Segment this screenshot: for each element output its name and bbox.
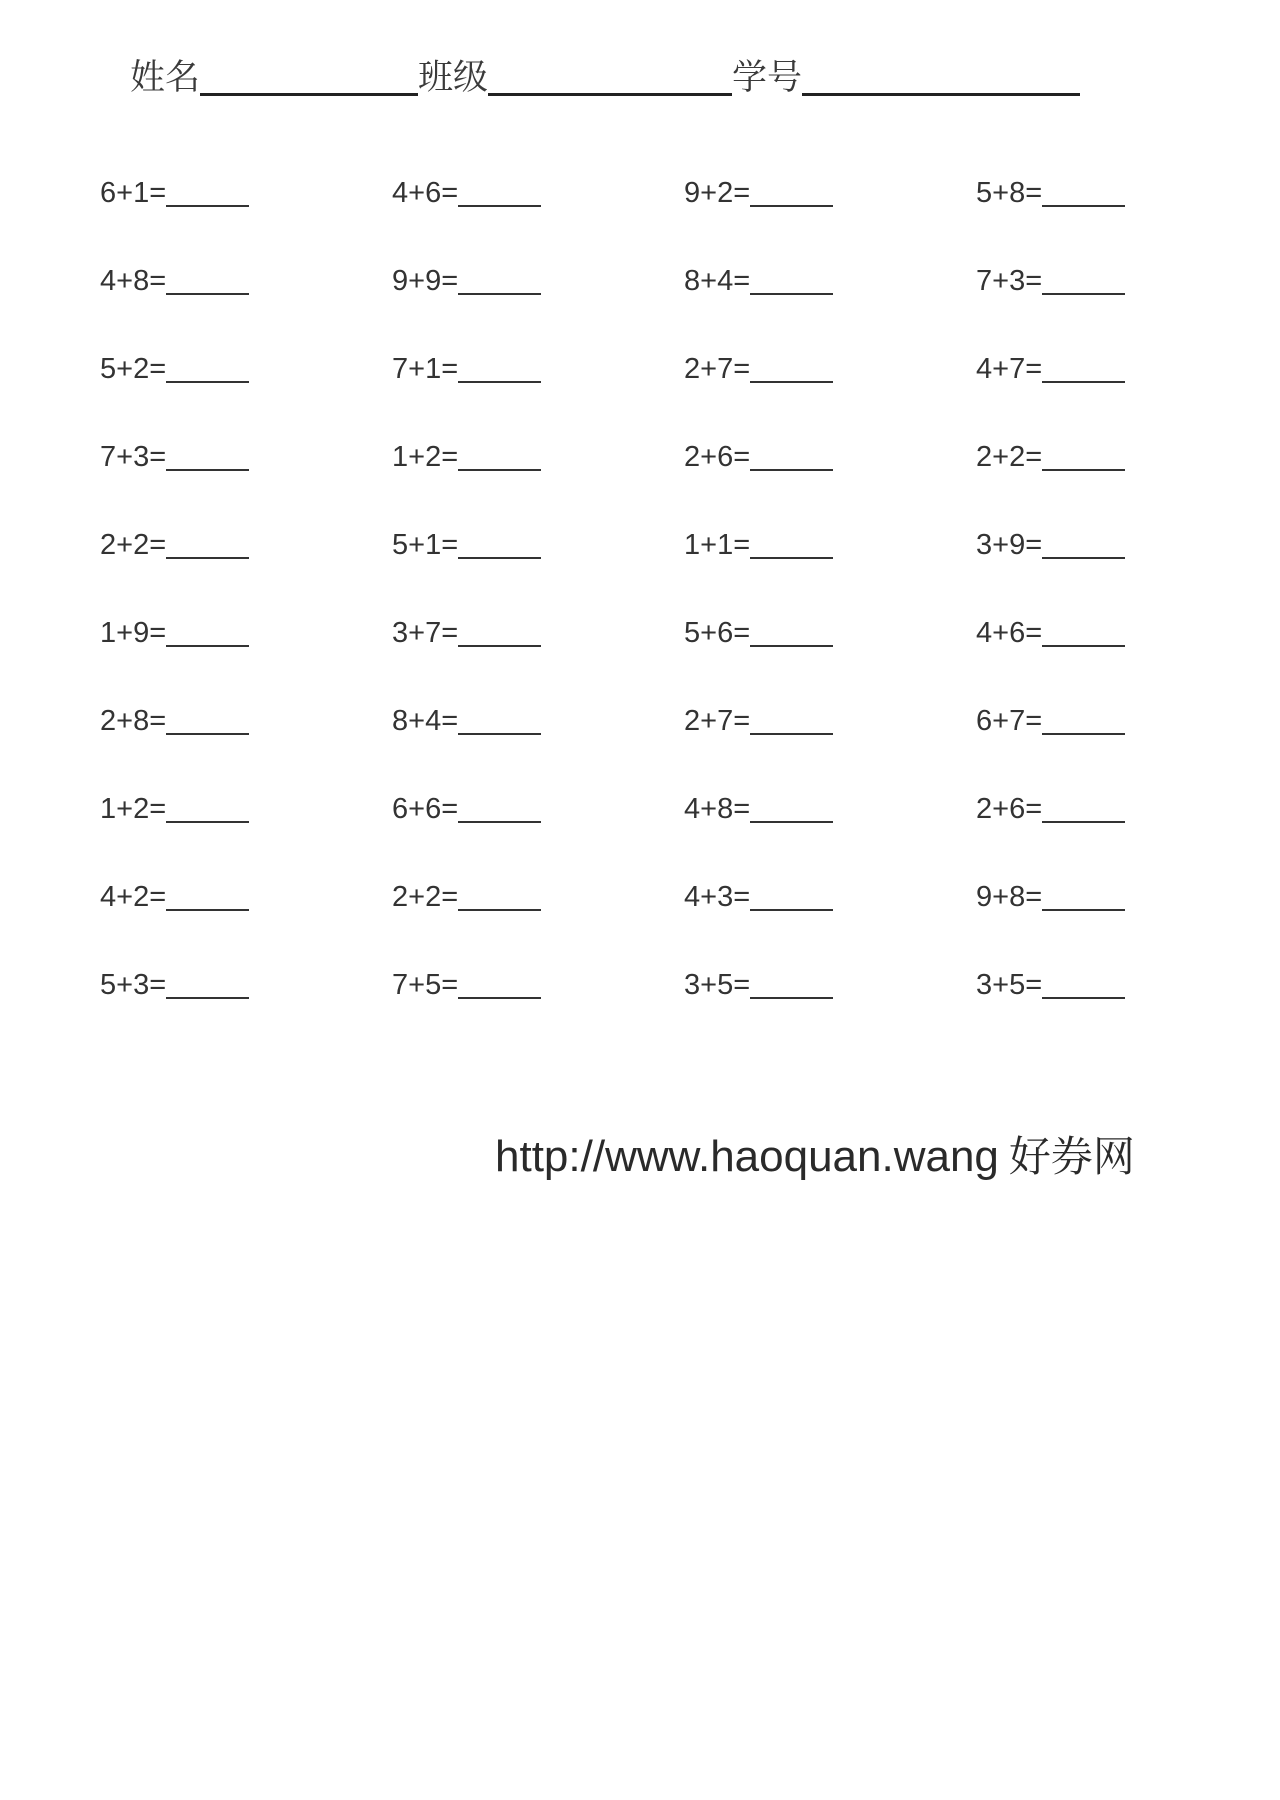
problem-item [684,170,976,210]
problem-item [976,962,1268,1002]
answer-blank[interactable] [166,439,249,471]
problem-expression: 8+4= [392,705,459,737]
problem-item [392,258,684,298]
problem-expression: 6+1= [100,177,167,209]
answer-blank[interactable] [750,439,833,471]
answer-blank[interactable] [750,879,833,911]
answer-blank[interactable] [166,967,249,999]
problem-item [684,346,976,386]
class-field [418,55,732,98]
answer-blank[interactable] [750,967,833,999]
problem-expression: 2+2= [100,529,167,561]
problem-expression: 6+6= [392,793,459,825]
problem-item [976,874,1268,914]
name-label: 姓名 [130,58,201,98]
problem-expression: 4+3= [684,881,751,913]
name-blank[interactable] [200,55,418,96]
problem-item [976,786,1268,826]
problem-expression: 1+2= [392,441,459,473]
student-id-label: 学号 [732,58,803,98]
problem-expression: 6+7= [976,705,1043,737]
footer [495,1130,1135,1184]
problem-expression: 5+6= [684,617,751,649]
problem-item [100,698,392,738]
answer-blank[interactable] [1042,527,1125,559]
answer-blank[interactable] [458,263,541,295]
answer-blank[interactable] [166,175,249,207]
problem-expression: 9+8= [976,881,1043,913]
answer-blank[interactable] [458,791,541,823]
problem-expression: 5+2= [100,353,167,385]
problem-item [100,346,392,386]
answer-blank[interactable] [166,791,249,823]
problem-expression: 7+1= [392,353,459,385]
answer-blank[interactable] [166,703,249,735]
footer-url: http://www.haoquan.wang [495,1132,999,1181]
problem-expression: 4+8= [100,265,167,297]
answer-blank[interactable] [166,527,249,559]
problem-expression: 7+5= [392,969,459,1001]
answer-blank[interactable] [750,351,833,383]
problem-item [684,522,976,562]
problem-expression: 2+7= [684,705,751,737]
answer-blank[interactable] [1042,791,1125,823]
problem-expression: 4+7= [976,353,1043,385]
problem-expression: 7+3= [100,441,167,473]
answer-blank[interactable] [458,703,541,735]
problem-item [684,258,976,298]
problem-item [976,610,1268,650]
problem-expression: 3+5= [684,969,751,1001]
problem-item [684,698,976,738]
answer-blank[interactable] [458,439,541,471]
problem-expression: 7+3= [976,265,1043,297]
student-id-blank[interactable] [802,55,1080,96]
problem-item [684,434,976,474]
answer-blank[interactable] [458,527,541,559]
answer-blank[interactable] [458,175,541,207]
answer-blank[interactable] [1042,263,1125,295]
problem-item [392,346,684,386]
class-blank[interactable] [488,55,732,96]
problem-item [392,522,684,562]
answer-blank[interactable] [1042,967,1125,999]
problem-expression: 9+2= [684,177,751,209]
problem-expression: 5+1= [392,529,459,561]
problem-item [100,874,392,914]
problem-expression: 2+2= [392,881,459,913]
answer-blank[interactable] [458,351,541,383]
problem-expression: 3+9= [976,529,1043,561]
problem-expression: 2+6= [976,793,1043,825]
problem-item [100,522,392,562]
problem-expression: 4+2= [100,881,167,913]
problem-item [100,962,392,1002]
problem-expression: 9+9= [392,265,459,297]
class-label: 班级 [418,58,489,98]
answer-blank[interactable] [166,615,249,647]
problem-item [684,786,976,826]
footer-site-name: 好券网 [1008,1132,1135,1181]
problem-expression: 4+6= [976,617,1043,649]
answer-blank[interactable] [750,527,833,559]
answer-blank[interactable] [750,791,833,823]
problem-item [100,434,392,474]
problem-item [392,962,684,1002]
problem-expression: 4+8= [684,793,751,825]
problem-expression: 8+4= [684,265,751,297]
problem-item [100,170,392,210]
student-info-header [130,55,1080,98]
answer-blank[interactable] [1042,175,1125,207]
problem-item [392,610,684,650]
problem-item [684,962,976,1002]
problem-item [976,170,1268,210]
answer-blank[interactable] [1042,439,1125,471]
problem-item [392,786,684,826]
problem-expression: 1+1= [684,529,751,561]
problem-item [976,434,1268,474]
answer-blank[interactable] [166,351,249,383]
answer-blank[interactable] [1042,879,1125,911]
problem-expression: 2+7= [684,353,751,385]
name-field [130,55,418,98]
problem-expression: 4+6= [392,177,459,209]
student-id-field [732,55,1080,98]
problem-expression: 5+3= [100,969,167,1001]
problem-item [392,434,684,474]
answer-blank[interactable] [750,703,833,735]
answer-blank[interactable] [458,967,541,999]
problem-grid [100,170,1268,1050]
problem-item [976,522,1268,562]
answer-blank[interactable] [166,263,249,295]
problem-item [976,346,1268,386]
answer-blank[interactable] [750,263,833,295]
answer-blank[interactable] [1042,703,1125,735]
problem-item [684,874,976,914]
problem-expression: 1+9= [100,617,167,649]
answer-blank[interactable] [458,615,541,647]
problem-expression: 3+7= [392,617,459,649]
problem-item [100,610,392,650]
problem-expression: 1+2= [100,793,167,825]
answer-blank[interactable] [1042,351,1125,383]
problem-item [100,786,392,826]
answer-blank[interactable] [166,879,249,911]
problem-item [976,258,1268,298]
problem-item [100,258,392,298]
answer-blank[interactable] [750,615,833,647]
problem-item [392,170,684,210]
answer-blank[interactable] [1042,615,1125,647]
problem-item [392,698,684,738]
problem-expression: 3+5= [976,969,1043,1001]
problem-expression: 5+8= [976,177,1043,209]
answer-blank[interactable] [750,175,833,207]
problem-item [392,874,684,914]
problem-item [976,698,1268,738]
problem-item [684,610,976,650]
answer-blank[interactable] [458,879,541,911]
problem-expression: 2+2= [976,441,1043,473]
problem-expression: 2+6= [684,441,751,473]
problem-expression: 2+8= [100,705,167,737]
